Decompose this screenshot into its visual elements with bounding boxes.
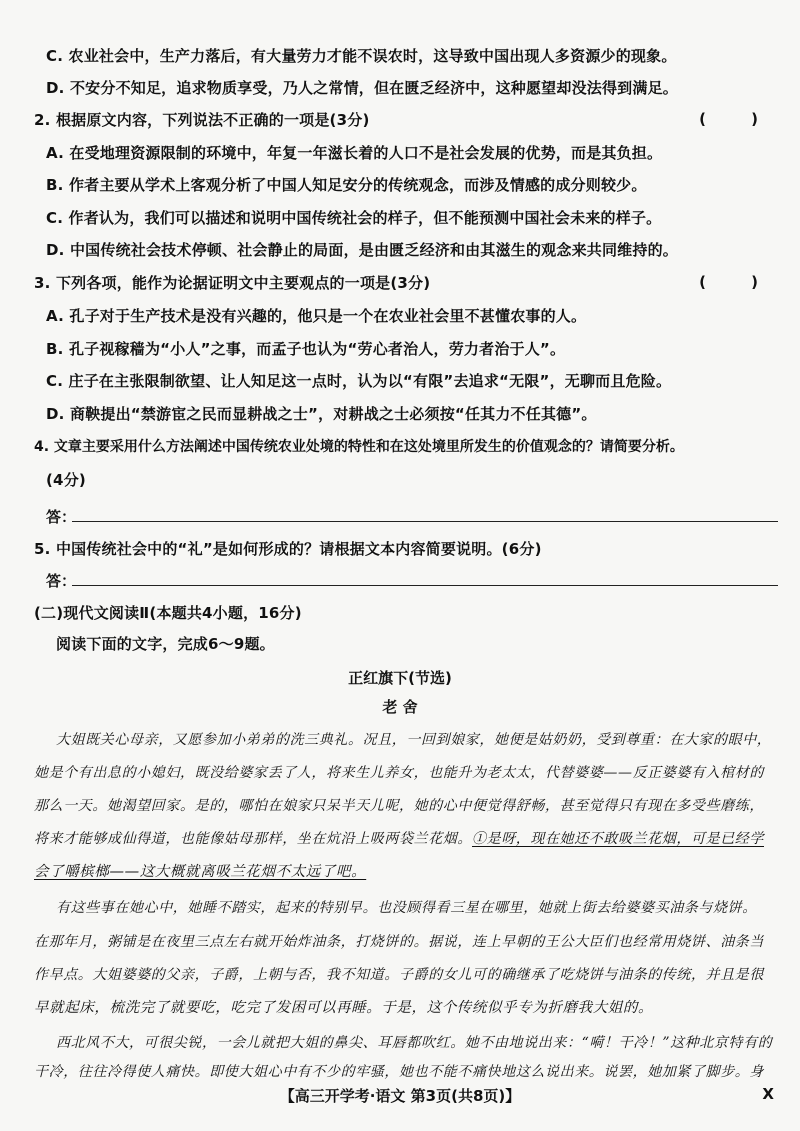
q4-answer-line[interactable] [72, 521, 778, 522]
page-footer: 【高三开学考·语文 第3页(共8页)】 [279, 1087, 521, 1105]
q3-option-c: C. 庄子在主张限制欲望、让人知足这一点时，认为以“有限”去追求“无限”，无聊而且危险。 [46, 372, 672, 390]
passage-text: 将来才能够成仙得道，也能像姑母那样，坐在炕沿上吸两袋兰花烟。 [34, 831, 472, 847]
q2-option-b: B. 作者主要从学术上客观分析了中国人知足安分的传统观念，而涉及情感的成分则较少。 [46, 176, 647, 194]
q1-option-d: D. 不安分不知足，追求物质享受，乃人之常情，但在匮乏经济中，这种愿望却没法得到满足。 [46, 79, 678, 97]
underlined-sentence-1-cont: 会了嚼槟榔——这大概就离吸兰花烟不太远了吧。 [34, 864, 367, 880]
q5-stem: 5. 中国传统社会中的“礼”是如何形成的？请根据文本内容简要说明。(6分) [34, 540, 542, 558]
q2-option-d: D. 中国传统社会技术停顿、社会静止的局面，是由匮乏经济和由其滋生的观念来共同维持的。 [46, 241, 678, 259]
q2-answer-bracket: ( ) [699, 110, 778, 128]
passage-line [34, 829, 780, 849]
passage-title: 正红旗下(节选) [348, 669, 452, 687]
q5-answer-line[interactable] [72, 585, 778, 586]
q2-option-a: A. 在受地理资源限制的环境中，年复一年滋长着的人口不是社会发展的优势，而是其负担。 [46, 144, 663, 162]
passage-line: 早就起床，梳洗完了就要吃，吃完了发困可以再睡。于是，这个传统似乎专为折磨我大姐的。 [34, 1000, 654, 1016]
passage-line: 西北风不大，可很尖锐，一会儿就把大姐的鼻尖、耳唇都吹红。她不由地说出来：“嗬！干冷！”这种北京特有的 [56, 1035, 773, 1051]
section-heading: (二)现代文阅读Ⅱ(本题共4小题，16分) [34, 604, 302, 622]
passage-line: 有这些事在她心中，她睡不踏实，起来的特别早。也没顾得看三星在哪里，她就上街去给婆婆买油条与烧饼。 [56, 900, 757, 916]
passage-line: 在那年月，粥铺是在夜里三点左右就开始炸油条，打烧饼的。据说，连上早朝的王公大臣们也经常用烧饼、油条当 [34, 934, 764, 950]
q1-option-c: C. 农业社会中，生产力落后，有大量劳力才能不误农时，这导致中国出现人多资源少的现象。 [46, 47, 677, 65]
q4-stem: 4. 文章主要采用什么方法阐述中国传统农业处境的特性和在这处境里所发生的价值观念的？请简要分析。 [34, 439, 684, 455]
passage-author: 老 舍 [382, 698, 418, 716]
q3-stem: 3. 下列各项，能作为论据证明文中主要观点的一项是(3分) [34, 274, 431, 292]
footer-mark: X [762, 1085, 774, 1103]
section-instruction: 阅读下面的文字，完成6～9题。 [56, 635, 275, 653]
q3-option-d: D. 商鞅提出“禁游宦之民而显耕战之士”，对耕战之士必须按“任其力不任其德”。 [46, 405, 597, 423]
passage-line: 她是个有出息的小媳妇，既没给婆家丢了人，将来生儿养女，也能升为老太太，代替婆婆——反正婆婆有入棺材的 [34, 765, 764, 781]
passage-line: 那么一天。她渴望回家。是的，哪怕在娘家只呆半天儿呢，她的心中便觉得舒畅，甚至觉得只有现在多受些磨练， [34, 798, 764, 814]
q3-option-a: A. 孔子对于生产技术是没有兴趣的，他只是一个在农业社会里不甚懂农事的人。 [46, 307, 587, 325]
q4-answer-label: 答： [46, 508, 77, 526]
q3-answer-bracket: ( ) [699, 273, 778, 291]
q2-stem: 2. 根据原文内容，下列说法不正确的一项是(3分) [34, 111, 370, 129]
q2-option-c: C. 作者认为，我们可以描述和说明中国传统社会的样子，但不能预测中国社会未来的样子。 [46, 209, 662, 227]
passage-line: 干冷，往往冷得使人痛快。即使大姐心中有不少的牢骚，她也不能不痛快地这么说出来。说罢，她加紧了脚步。身 [34, 1064, 764, 1080]
passage-line: 作早点。大姐婆婆的父亲，子爵，上朝与否，我不知道。子爵的女儿可的确继承了吃烧饼与油条的传统，并且是很 [34, 967, 764, 983]
passage-line: 大姐既关心母亲，又愿参加小弟弟的洗三典礼。况且，一回到娘家，她便是姑奶奶，受到尊重：在大家的眼中， [56, 732, 772, 748]
q5-answer-label: 答： [46, 572, 77, 590]
underlined-sentence-1: ①是呀，现在她还不敢吸兰花烟，可是已经学 [472, 831, 764, 847]
q4-score: (4分) [46, 471, 86, 489]
q3-option-b: B. 孔子视稼穑为“小人”之事，而孟子也认为“劳心者治人，劳力者治于人”。 [46, 340, 566, 358]
